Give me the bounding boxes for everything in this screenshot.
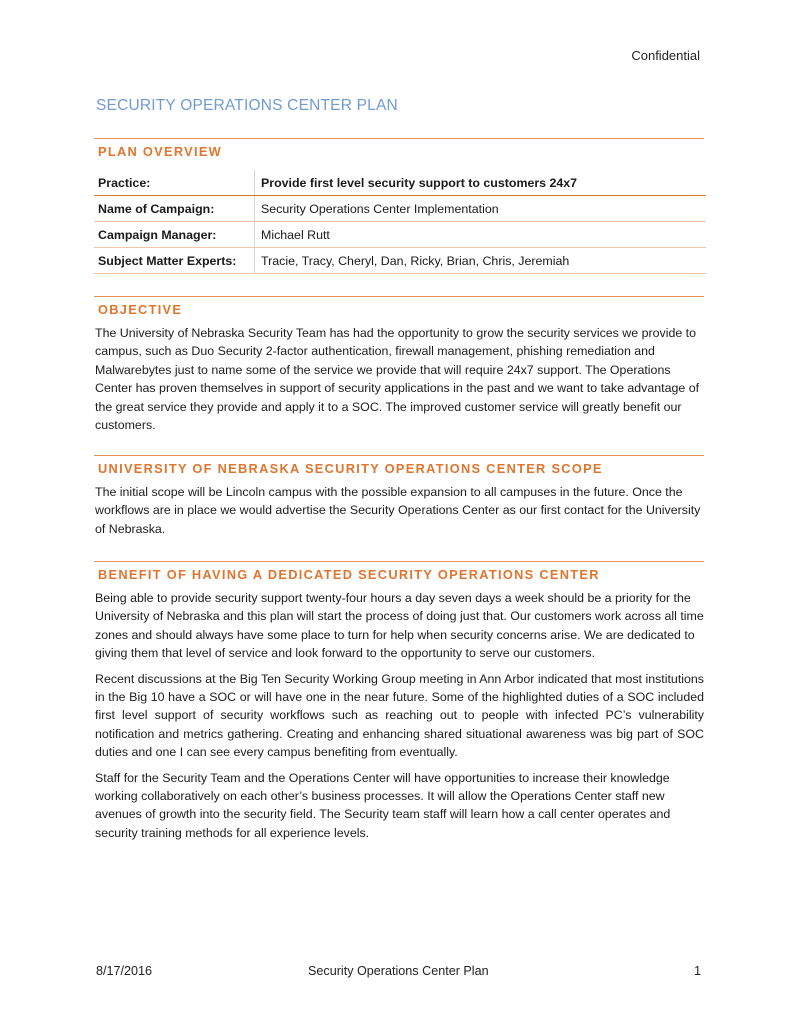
table-row bbox=[94, 248, 706, 274]
benefit-paragraph: Recent discussions at the Big Ten Security Working Group meeting in Ann Arbor indicated that most institutions in the Big 10 have a SOC or will have one in the near future. Some of the highlighted duties of a SOC included first level support of security workflows such as reaching out to people with infected PC’s vulnerability notification and metrics gathering. Creating and enhancing shared situational awareness was big part of SOC duties and one I can see every campus benefiting from eventually. bbox=[95, 671, 704, 760]
confidential-label: Confidential bbox=[631, 48, 700, 63]
footer-date: 8/17/2016 bbox=[96, 964, 153, 978]
footer-page-number: 1 bbox=[694, 964, 702, 978]
scope-section bbox=[94, 455, 704, 538]
row-value: Provide first level security support to customers 24x7 bbox=[255, 170, 707, 196]
row-label: Campaign Manager: bbox=[94, 222, 255, 248]
row-label: Name of Campaign: bbox=[94, 196, 255, 222]
objective-paragraph: The University of Nebraska Security Team has had the opportunity to grow the security services we provide to campus, such as Duo Security 2-factor authentication, firewall management, phishing remediation and Malwarebytes just to name some of the service we provide that will require 24x7 support. The Operations Center has proven themselves in support of security applications in the past and we want to take advantage of the great service they provide and apply it to a SOC. The improved customer service will greatly benefit our customers. bbox=[95, 326, 700, 433]
benefit-heading: BENEFIT OF HAVING A DEDICATED SECURITY OPERATIONS CENTER bbox=[98, 567, 600, 582]
section-divider bbox=[94, 296, 704, 297]
row-value: Security Operations Center Implementation bbox=[255, 196, 707, 222]
document-title: SECURITY OPERATIONS CENTER PLAN bbox=[96, 97, 398, 114]
row-value: Michael Rutt bbox=[255, 222, 707, 248]
benefit-paragraph: Being able to provide security support twenty-four hours a day seven days a week should be a priority for the University of Nebraska and this plan will start the process of doing just that. Our customers work across all time zones and should always have some place to turn for help when security concerns arise. We are dedicated to giving them that level of service and look forward to the opportunity to serve our customers. bbox=[95, 591, 704, 661]
plan-overview-table bbox=[94, 170, 706, 274]
plan-overview-heading: PLAN OVERVIEW bbox=[98, 144, 223, 159]
section-divider bbox=[94, 138, 704, 139]
section-divider bbox=[94, 455, 704, 456]
scope-paragraph: The initial scope will be Lincoln campus with the possible expansion to all campuses in the future. Once the workflows are in place we would advertise the Security Operations Center as our first contact for the University of Nebraska. bbox=[95, 485, 701, 536]
table-row bbox=[94, 196, 706, 222]
row-value: Tracie, Tracy, Cheryl, Dan, Ricky, Brian, Chris, Jeremiah bbox=[255, 248, 707, 274]
table-row bbox=[94, 222, 706, 248]
row-label: Subject Matter Experts: bbox=[94, 248, 255, 274]
benefit-section bbox=[94, 561, 704, 842]
table-row bbox=[94, 170, 706, 196]
benefit-paragraph: Staff for the Security Team and the Operations Center will have opportunities to increase their knowledge working collaboratively on each other’s business processes. It will allow the Operations Center staff new avenues of growth into the security field. The Security team staff will learn how a call center operates and security training methods for all experience levels. bbox=[95, 770, 671, 840]
footer-title: Security Operations Center Plan bbox=[308, 964, 489, 978]
section-divider bbox=[94, 561, 704, 562]
row-label: Practice: bbox=[94, 170, 255, 196]
plan-overview-section bbox=[94, 138, 704, 159]
objective-section bbox=[94, 296, 704, 434]
scope-heading: UNIVERSITY OF NEBRASKA SECURITY OPERATIONS CENTER SCOPE bbox=[98, 461, 603, 476]
objective-heading: OBJECTIVE bbox=[98, 302, 183, 317]
